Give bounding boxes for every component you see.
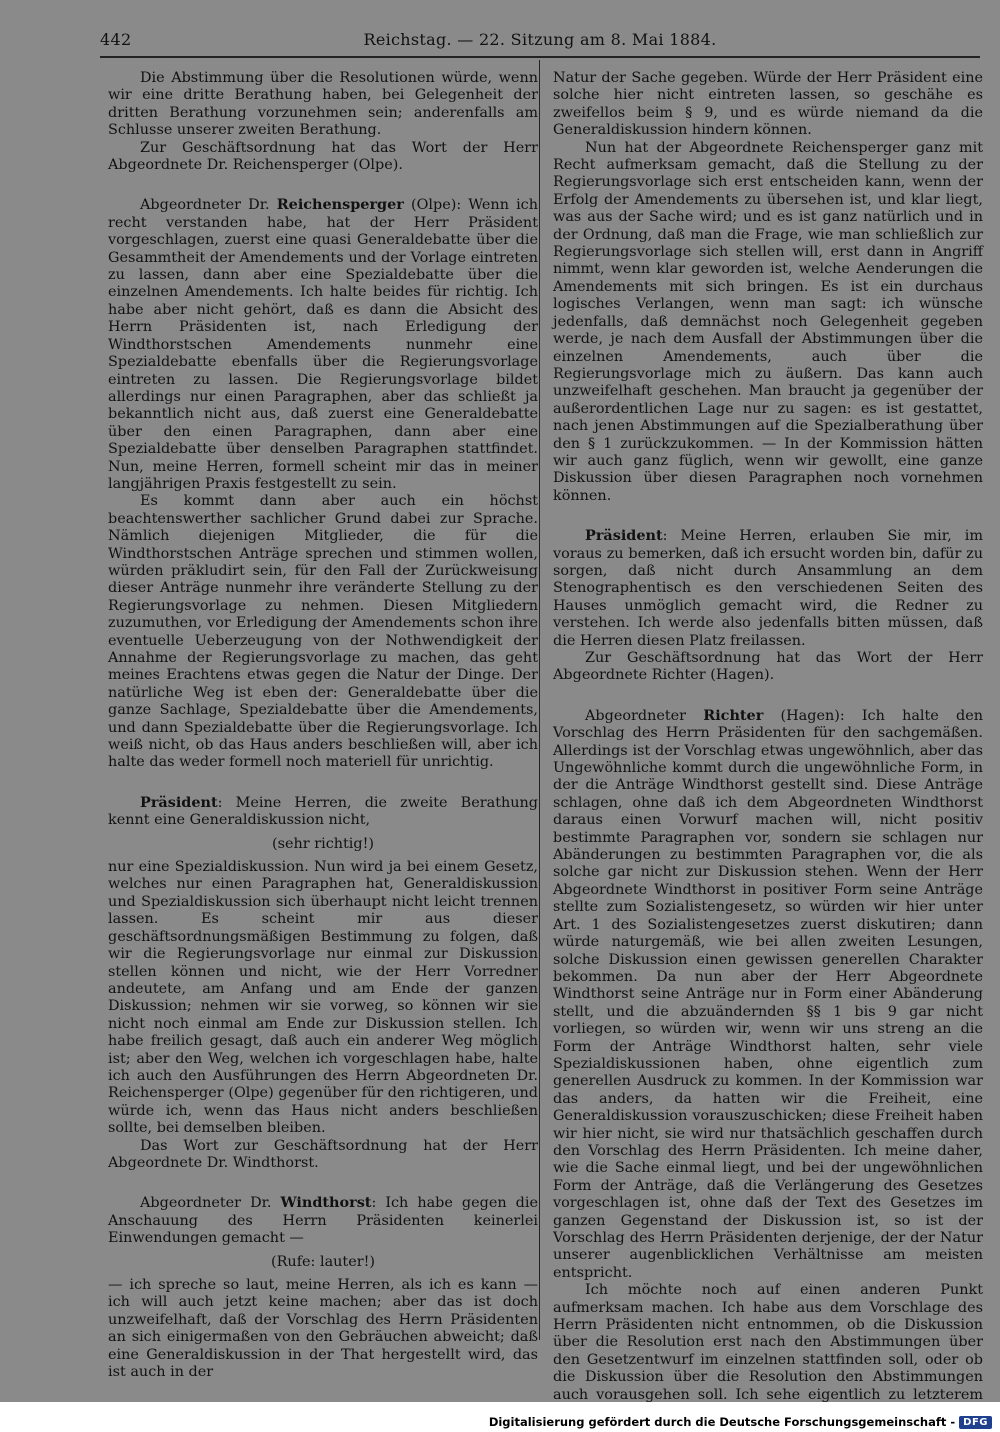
interjection: (Rufe: lauter!): [270, 1253, 375, 1270]
funding-footer: [489, 1412, 992, 1432]
speaker-name: Windthorst: [280, 1194, 372, 1212]
page-title: Reichstag. — 22. Sitzung am 8. Mai 1884.: [363, 30, 717, 49]
speaker-name: Präsident: [585, 527, 663, 545]
paragraph: nur eine Spezialdiskussion. Nun wird ja bei einem Gesetz, welches nur einen Paragraphen hat, Generaldiskussion und Spezialdiskussion sich überhaupt nicht leicht trennen lassen. Es scheint mir aus dieser geschäftsordnungsmäßigen Bestimmung zu folgen, daß wir die Regierungsvorlage nur einmal zur Diskussion stellen können und nicht, wie der Herr Vorredner andeutete, am Anfang und am Ende der ganzen Diskussion; nehmen wir sie vorweg, so können wir sie nicht noch einmal am Ende zur Diskussion stellen. Ich habe freilich gesagt, daß auch ein anderer Weg möglich ist; aber den Weg, welchen ich vorgeschlagen habe, halte ich auch den Ausführungen des Herrn Abgeordneten Dr. Reichensperger (Olpe) gegenüber für den richtigeren, und würde ich, wenn das Haus nicht anders beschließen sollte, bei demselben bleiben.: [108, 859, 538, 1137]
speaker-name: Reichensperger: [276, 196, 404, 214]
paragraph: Das Wort zur Geschäftsordnung hat der Herr Abgeordnete Dr. Windthorst.: [108, 1137, 538, 1171]
paragraph: Es kommt dann aber auch ein höchst beachtenswerther sachlicher Grund dabei zur Sprache. Nämlich diejenigen Mitglieder, die für die Windthorstschen Anträge sprechen und stimmen wollen, würden präkludirt sein, für den Fall der Zurückweisung dieser Anträge nunmehr ihre veränderte Stellung zu der Regierungsvorlage zu nehmen. Diesen Mitgliedern zuzumuthen, vor Erledigung der Amendements schon ihre eventuelle Ueberzeugung von der Nothwendigkeit der Annahme der Regierungsvorlage zu machen, das geht meines Erachtens etwas gegen die Natur der Dinge. Der natürliche Weg ist eben der: Generaldebatte über die ganze Sachlage, Spezialdebatte über die Amendements, und dann Spezialdebatte über die Regierungsvorlage. Ich weiß nicht, ob das Haus anders beschließen will, aber ich halte das weder formell noch materiell für unrichtig.: [108, 493, 538, 771]
dfg-logo: DFG: [959, 1416, 992, 1429]
speaker-intro: Abgeordneter Dr.: [140, 1195, 272, 1212]
paragraph: Zur Geschäftsordnung hat das Wort der Herr Abgeordnete Dr. Reichensperger (Olpe).: [108, 139, 538, 174]
speaker-name: Präsident: [140, 793, 218, 811]
footer-text: Digitalisierung gefördert durch die Deutsche Forschungsgemeinschaft -: [488, 1415, 956, 1429]
speech-paragraph: [108, 196, 538, 493]
page-number: 442: [100, 30, 132, 49]
paragraph: Zur Geschäftsordnung hat das Wort der Herr Abgeordnete Richter (Hagen).: [553, 650, 983, 684]
speech-text: (Hagen): Ich halte den Vorschlag des Herrn Präsidenten für den sachgemäßen. Allerdings ist der Vorschlag etwas ungewöhnlich, aber das Ungewöhnliche kommt durch die ungewöhnliche Form, in der die Anträge Windthorst gestellt sind. Diese Anträge schlagen, ohne daß ich dem Abgeordneten Windthorst daraus einen Vorwurf machen will, nicht positiv bestimmte Paragraphen vor, sondern sie schlagen nur Abänderungen zu bestimmten Paragraphen vor, die als solche gar nicht zur Diskussion stehen. Wenn der Herr Abgeordnete Windthorst in positiver Form seine Anträge stellte zum Sozialistengesetz, so würden wir hier unter Art. 1 des Sozialistengesetzes zuerst diskutiren; dann würde naturgemäß, wie bei allen zweiten Lesungen, solche Diskussion einen gewissen generellen Charakter bekommen. Da nun aber der Herr Abgeordnete Windthorst seine Anträge nur in Form einer Abänderung stellt, und die abzuändernden §§ 1 bis 9 gar nicht vorliegen, so würden wir, wenn wir uns streng an die Form der Anträge Windthorst halten, sehr viele Spezialdiskussionen haben, ohne eigentlich zum generellen Ausdruck zu kommen. In der Kommission war das anders, da hatten wir die Freiheit, eine Generaldiskussion vorauszuschicken; diese Freiheit haben wir hier nicht, sie wird nur thatsächlich geschaffen durch den Vorschlag des Herrn Präsidenten. Ich meine daher, wie die Sache einmal liegt, und bei der ungewöhnlichen Form der Anträge, daß die Verlängerung des Gesetzes vorgeschlagen ist, ohne daß der Text des Gesetzes im ganzen Gegenstand der Diskussion ist, so ist der Vorschlag des Herrn Präsidenten derjenige, der der Natur unserer augenblicklichen Verhältnisse am meisten entspricht.: [553, 707, 983, 1281]
speech-text: : Meine Herren, die zweite Berathung kennt eine Generaldiskussion nicht,: [108, 794, 538, 829]
speaker-intro: Abgeordneter: [585, 707, 687, 724]
column-divider: [539, 60, 540, 1340]
speech-paragraph: [108, 1194, 538, 1247]
right-column: [553, 70, 983, 1402]
speech-text: : Ich habe gegen die Anschauung des Herrn Präsidenten keinerlei Einwendungen gemacht —: [108, 1195, 538, 1247]
left-column: [108, 70, 538, 1381]
speech-text: (Olpe): Wenn ich recht verstanden habe, hat der Herr Präsident vorgeschlagen, zuerst eine quasi Generaldebatte über die Gesammtheit der Amendements und der Vorlage eintreten zu lassen, dann aber eine Spezialdebatte über die einzelnen Amendements. Ich halte beides für richtig. Ich habe aber nicht gehört, daß es dann die Absicht des Herrn Präsidenten ist, nach Erledigung der Windthorstschen Amendements nunmehr eine Spezialdebatte ebenfalls über die Regierungsvorlage eintreten zu lassen. Die Regierungsvorlage bildet allerdings nur einen Paragraphen, aber das schließt ja bekanntlich nicht aus, daß zuerst eine Generaldebatte über den einen Paragraphen, dann aber eine Spezialdebatte über denselben Paragraphen stattfindet. Nun, meine Herren, formell scheint mir das in meiner langjährigen Praxis festgestellt zu sein.: [108, 197, 538, 492]
speech-paragraph: [553, 527, 983, 650]
speech-paragraph: [108, 794, 538, 830]
paragraph: Nun hat der Abgeordnete Reichensperger ganz mit Recht aufmerksam gemacht, daß die Stellung zu der Regierungsvorlage sich erst entscheiden kann, wenn der Erfolg der Amendements zu übersehen ist, und klar liegt, was aus der Sache wird; und es ist ganz natürlich und in der Ordnung, daß man die Frage, wie man schließlich zur Regierungsvorlage sich stellen will, erst dann in Angriff nimmt, wenn klar geworden ist, welche Aenderungen die Amendements mit sich bringen. Es ist ein durchaus logisches Verlangen, wenn man sagt: ich wünsche jedenfalls, daß demnächst noch Gelegenheit gegeben werde, je nach dem Ausfall der Abstimmungen über die einzelnen Amendements, auch über die Regierungsvorlage mich zu äußern. Das kann auch unzweifelhaft geschehen. Man braucht ja gegenüber der außerordentlichen Lage nur zu sagen: es ist gestattet, nach jenen Abstimmungen auf die Spezialberathung über den § 1 zurückzukommen. — In der Kommission hätten wir auch ganz füglich, wenn wir gewollt, eine ganze Diskussion über diesen Paragraphen noch vornehmen können.: [553, 139, 983, 504]
paragraph: Ich möchte noch auf einen anderen Punkt aufmerksam machen. Ich habe aus dem Vorschlage des Herrn Präsidenten nicht entnommen, ob die Diskussion über die Resolution erst nach den Abstimmungen über den Gesetzentwurf im einzelnen stattfinden soll, oder ob die Diskussion über die Resolution den Abstimmungen auch vorausgehen soll. Ich sehe eigentlich zu letzterem: [553, 1282, 983, 1402]
header-rule: [100, 56, 980, 58]
paragraph: Die Abstimmung über die Resolutionen würde, wenn wir eine dritte Berathung haben, bei Gelegenheit der dritten Berathung vorzunehmen sein; anderenfalls am Schlusse unserer zweiten Berathung.: [108, 70, 538, 139]
speech-text: : Meine Herren, erlauben Sie mir, im voraus zu bemerken, daß ich ersucht worden bin, dafür zu sorgen, daß nicht durch Ansammlung an dem Stenographentisch es den verschiedenen Seiten des Hauses unmöglich gemacht wird, die Redner zu verstehen. Ich werde also jedenfalls bitten müssen, daß die Herren diesen Platz freilassen.: [553, 528, 983, 649]
page-header: [100, 30, 980, 54]
interjection: (sehr richtig!): [271, 835, 375, 852]
paragraph: — ich spreche so laut, meine Herren, als ich es kann — ich will auch jetzt keine machen; aber das ist doch unzweifelhaft, daß der Vorschlag des Herrn Präsidenten an sich einigermaßen von den Gebräuchen abweicht; daß eine Generaldiskussion in der That hergestellt wird, das ist auch in der: [108, 1277, 538, 1381]
speaker-intro: Abgeordneter Dr.: [140, 197, 270, 214]
paragraph: Natur der Sache gegeben. Würde der Herr Präsident eine solche hier nicht eintreten lassen, so geschähe es zweifellos beim § 9, und es würde niemand da die Generaldiskussion hindern können.: [553, 70, 983, 139]
speaker-name: Richter: [703, 706, 764, 724]
speech-paragraph: [553, 707, 983, 1282]
